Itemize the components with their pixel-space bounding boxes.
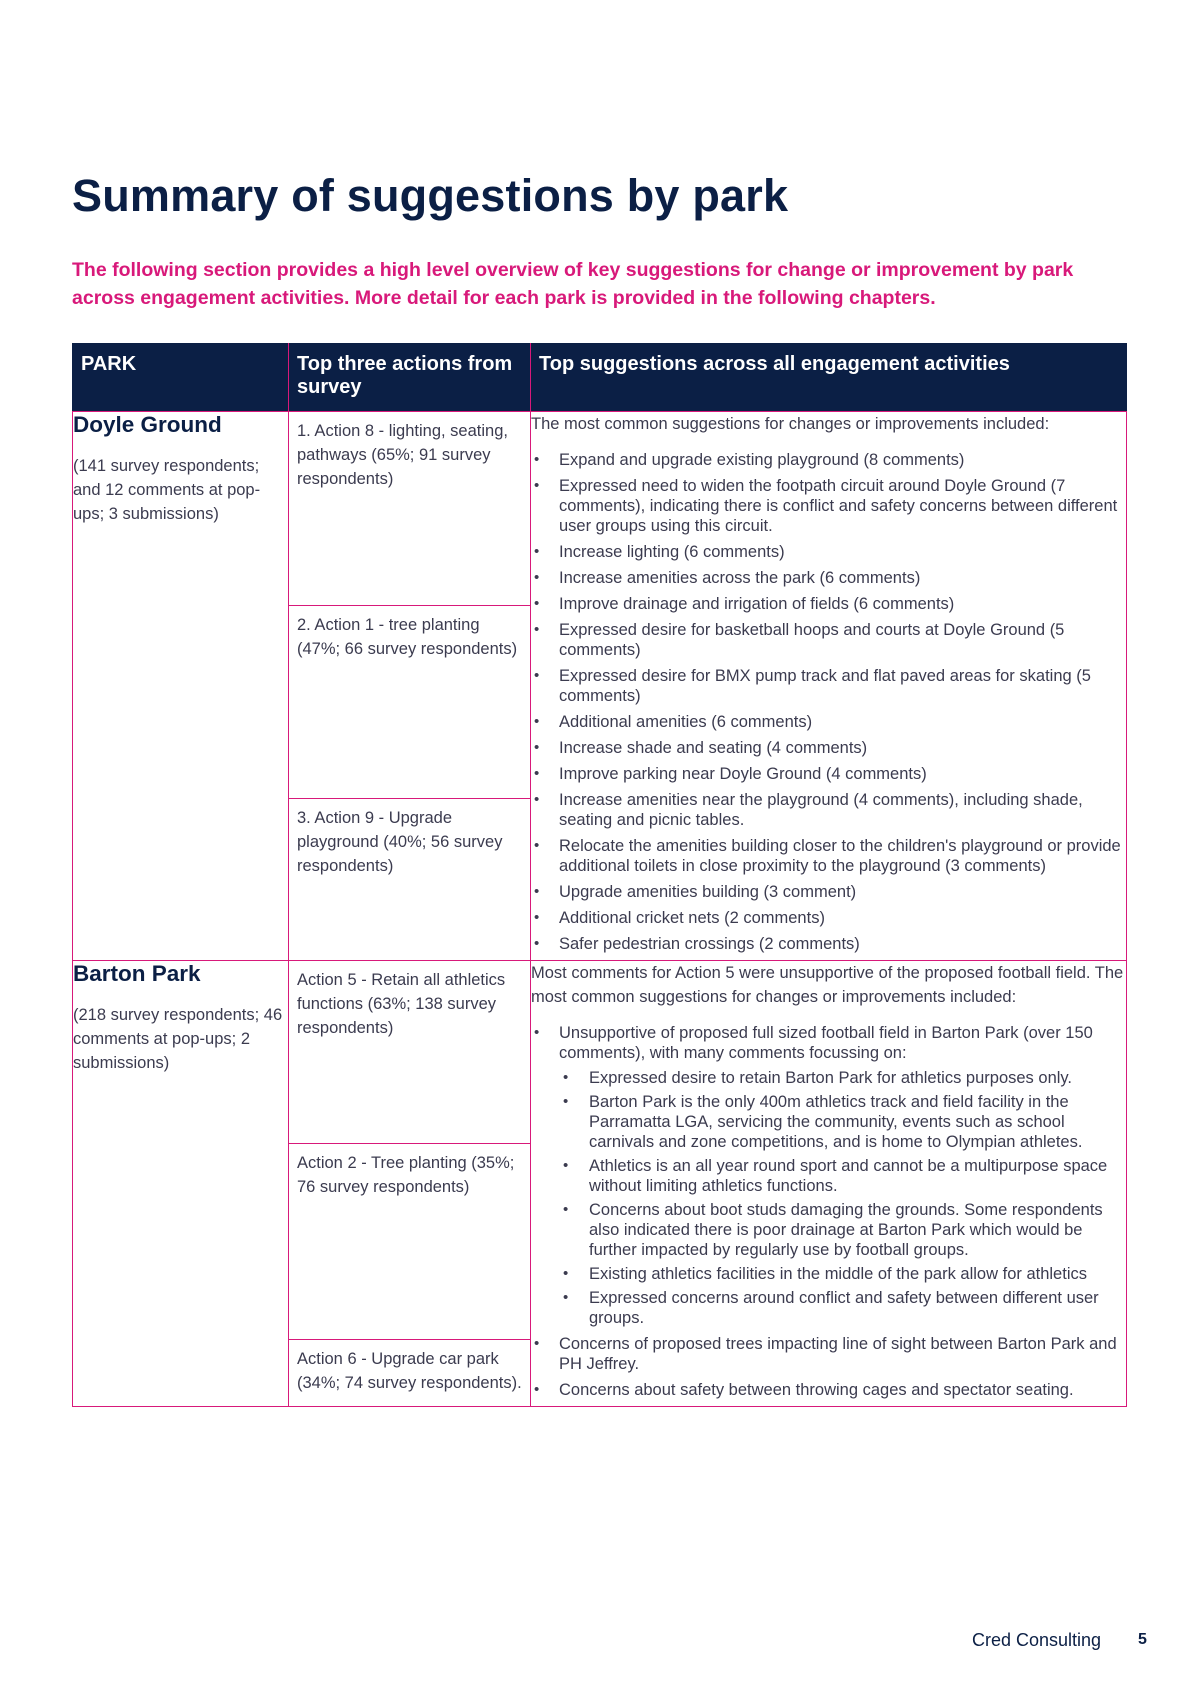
action-item: 3. Action 9 - Upgrade playground (40%; 56 survey respondents) <box>289 798 530 885</box>
header-suggestions: Top suggestions across all engagement activities <box>531 343 1127 412</box>
park-name: Doyle Ground <box>73 412 222 437</box>
action-item: Action 6 - Upgrade car park (34%; 74 survey respondents). <box>289 1339 530 1402</box>
list-item: • Increase amenities near the playground (4 comments), including shade, seating and picnic tables. <box>531 790 1126 830</box>
suggestions-list <box>531 1023 1126 1400</box>
list-item-text: Unsupportive of proposed full sized football field in Barton Park (over 150 comments), with many comments focussing on: <box>559 1024 1093 1062</box>
list-item: • Increase amenities across the park (6 comments) <box>531 568 1126 588</box>
actions-cell <box>289 961 531 1407</box>
sub-list-item: • Expressed concerns around conflict and safety between different user groups. <box>559 1288 1126 1328</box>
sub-list <box>559 1068 1126 1328</box>
list-item: • Increase shade and seating (4 comments) <box>531 738 1126 758</box>
intro-paragraph: The following section provides a high level overview of key suggestions for change or improvement by park across engagement activities. More detail for each park is provided in the following chapters. <box>72 259 1074 309</box>
actions-cell <box>289 412 531 961</box>
summary-table <box>72 343 1127 1407</box>
list-item: • Expressed desire for basketball hoops and courts at Doyle Ground (5 comments) <box>531 620 1126 660</box>
sub-list-item: • Existing athletics facilities in the middle of the park allow for athletics <box>559 1264 1126 1284</box>
list-item: • Additional cricket nets (2 comments) <box>531 908 1126 928</box>
action-item: Action 5 - Retain all athletics functions (63%; 138 survey respondents) <box>297 971 506 1037</box>
list-item: • Expand and upgrade existing playground (8 comments) <box>531 450 1126 470</box>
list-item: • Increase lighting (6 comments) <box>531 542 1126 562</box>
page-number: 5 <box>1138 1631 1147 1648</box>
suggestions-cell <box>531 961 1127 1407</box>
list-item: • Upgrade amenities building (3 comment) <box>531 882 1126 902</box>
header-actions: Top three actions from survey <box>289 343 531 412</box>
action-item: 2. Action 1 - tree planting (47%; 66 survey respondents) <box>289 605 530 798</box>
list-item: • Expressed need to widen the footpath circuit around Doyle Ground (7 comments), indicating there is conflict and safety concerns between different user groups using this circuit. <box>531 476 1126 536</box>
sub-list-item: • Concerns about boot studs damaging the grounds. Some respondents also indicated there is poor drainage at Barton Park which would be further impacted by regularly use by football groups. <box>559 1200 1126 1260</box>
action-item: 1. Action 8 - lighting, seating, pathways (65%; 91 survey respondents) <box>297 422 508 488</box>
footer-brand: Cred Consulting <box>972 1630 1102 1650</box>
park-respondents: (218 survey respondents; 46 comments at pop-ups; 2 submissions) <box>73 1006 283 1072</box>
suggestions-intro: The most common suggestions for changes or improvements included: <box>531 415 1050 433</box>
list-item: • Concerns of proposed trees impacting line of sight between Barton Park and PH Jeffrey. <box>531 1334 1126 1374</box>
list-item <box>531 1023 1126 1328</box>
suggestions-list <box>531 450 1126 954</box>
list-item: • Improve parking near Doyle Ground (4 comments) <box>531 764 1126 784</box>
table-header-row <box>73 343 1127 412</box>
sub-list-item: • Expressed desire to retain Barton Park for athletics purposes only. <box>559 1068 1126 1088</box>
park-name: Barton Park <box>73 961 201 986</box>
table-row-barton-park <box>73 961 1127 1407</box>
action-item: Action 2 - Tree planting (35%; 76 survey respondents) <box>289 1143 530 1339</box>
list-item: • Concerns about safety between throwing cages and spectator seating. <box>531 1380 1126 1400</box>
suggestions-cell <box>531 412 1127 961</box>
sub-list-item: • Athletics is an all year round sport and cannot be a multipurpose space without limiting athletics functions. <box>559 1156 1126 1196</box>
header-park: PARK <box>73 343 289 412</box>
list-item: • Additional amenities (6 comments) <box>531 712 1126 732</box>
page-title: Summary of suggestions by park <box>72 170 789 221</box>
list-item: • Relocate the amenities building closer to the children's playground or provide additional toilets in close proximity to the playground (3 comments) <box>531 836 1126 876</box>
park-cell <box>73 961 289 1407</box>
list-item: • Improve drainage and irrigation of fields (6 comments) <box>531 594 1126 614</box>
list-item: • Expressed desire for BMX pump track and flat paved areas for skating (5 comments) <box>531 666 1126 706</box>
park-cell <box>73 412 289 961</box>
suggestions-intro: Most comments for Action 5 were unsupportive of the proposed football field. The most common suggestions for changes or improvements included: <box>531 964 1124 1006</box>
park-respondents: (141 survey respondents; and 12 comments at pop-ups; 3 submissions) <box>73 457 261 523</box>
table-row-doyle-ground <box>73 412 1127 961</box>
sub-list-item: • Barton Park is the only 400m athletics track and field facility in the Parramatta LGA, servicing the community, events such as school carnivals and zone competitions, and is home to Olympian athletes. <box>559 1092 1126 1152</box>
list-item: • Safer pedestrian crossings (2 comments) <box>531 934 1126 954</box>
